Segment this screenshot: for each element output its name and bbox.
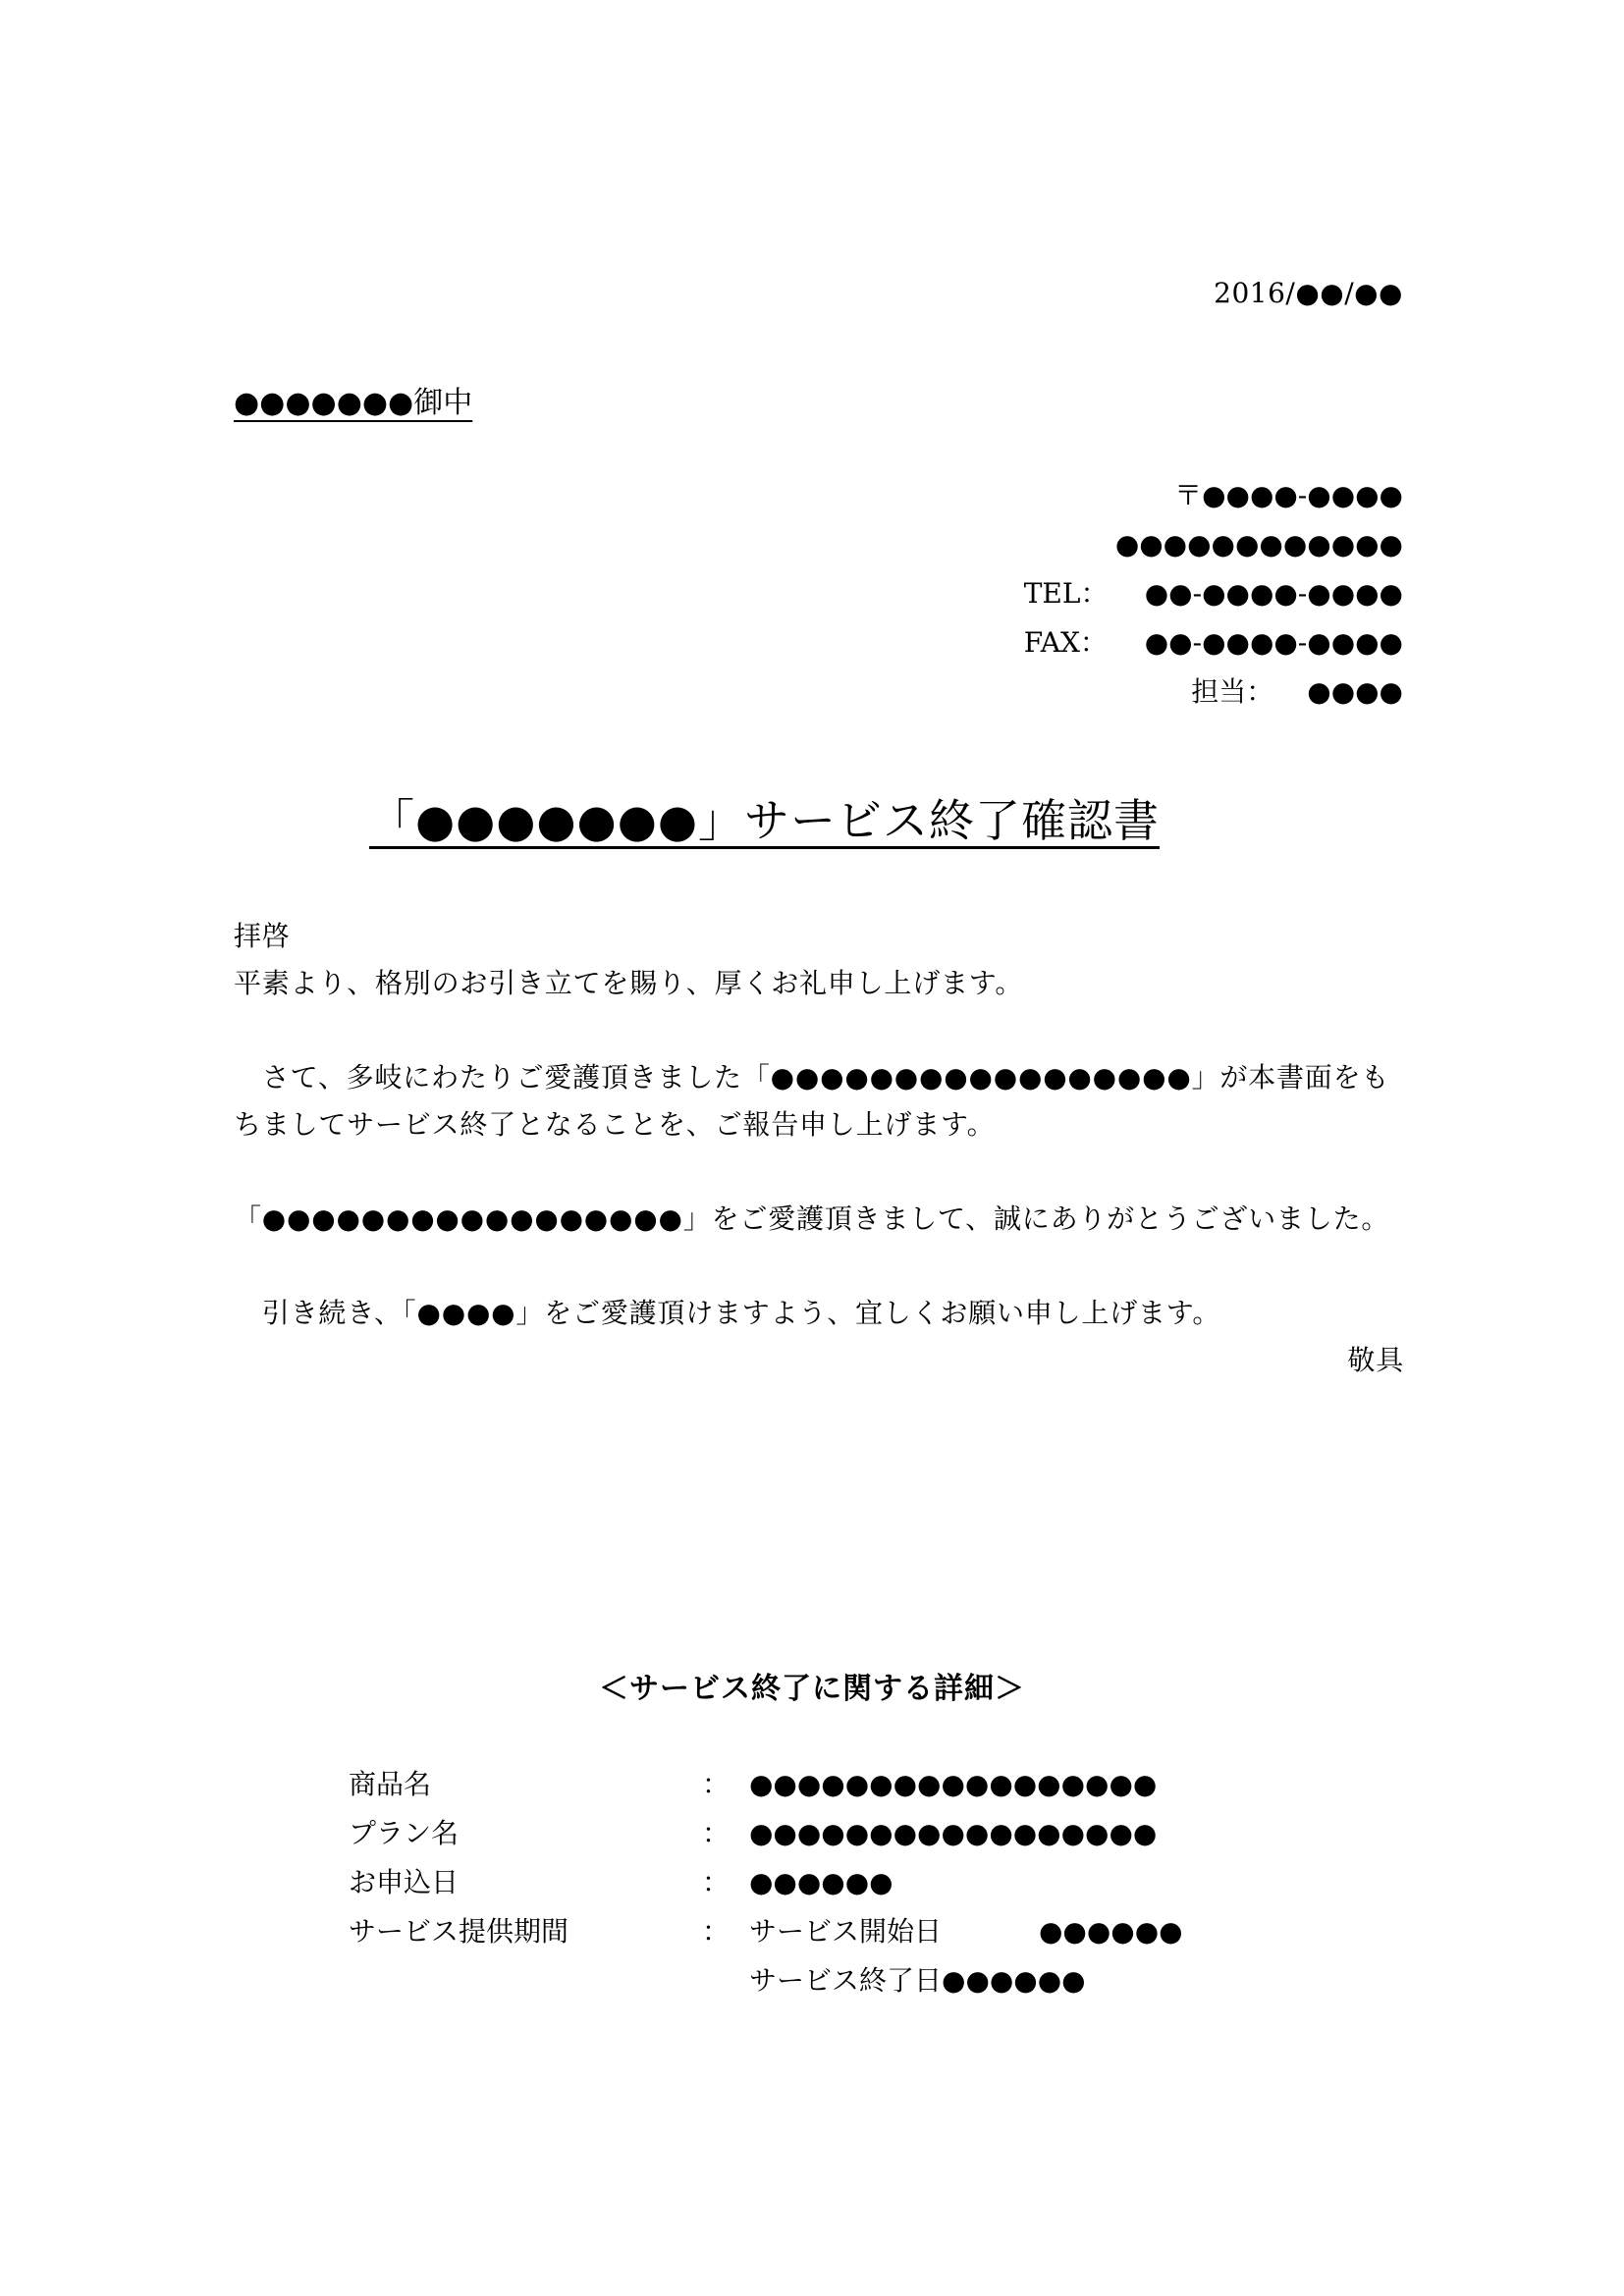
details-heading: ＜サービス終了に関する詳細＞ (599, 1672, 1025, 1706)
sender-postal: 〒●●●●-●●●● (1174, 479, 1403, 511)
paragraph-1: 平素より、格別のお引き立てを賜り、厚くお礼申し上げます。 (234, 967, 1024, 999)
sender-tel: ●●-●●●●-●●●● (1144, 577, 1403, 610)
details-row-apply-date (349, 1858, 1183, 1907)
details-row-period-end (349, 1956, 1183, 2005)
details-label: プラン名 (349, 1817, 460, 1849)
sender-fax-label: FAX： (1023, 626, 1108, 659)
sender-tanto-label: 担当： (1191, 675, 1274, 708)
details-colon: ： (702, 1817, 731, 1849)
service-start-value: ●●●●●● (1039, 1915, 1183, 1948)
sender-block (814, 471, 1403, 717)
letter-body (234, 913, 1404, 1384)
document-title: 「●●●●●●●」サービス終了確認書 (369, 794, 1160, 847)
details-row-period (349, 1907, 1183, 1956)
sender-tel-label: TEL： (1023, 577, 1109, 610)
recipient-name: ●●●●●●●御中 (234, 386, 473, 420)
service-end-value: ●●●●●● (942, 1964, 1086, 1997)
service-end-label: サービス終了日 (749, 1964, 943, 1997)
details-value: ●●●●●●●●●●●●●●●●● (749, 1817, 1158, 1849)
greeting: 拝啓 (234, 920, 291, 952)
details-table (349, 1760, 1183, 2005)
details-colon: ： (702, 1768, 731, 1800)
details-value: ●●●●●● (749, 1866, 893, 1898)
service-start-label: サービス開始日 (749, 1915, 943, 1948)
sender-tanto: ●●●● (1307, 675, 1403, 708)
details-value: ●●●●●●●●●●●●●●●●● (749, 1768, 1158, 1800)
details-value (749, 1956, 1086, 2005)
sender-address-row (814, 520, 1403, 569)
details-colon: ： (702, 1866, 731, 1898)
details-colon: ： (702, 1915, 731, 1948)
sender-fax: ●●-●●●●-●●●● (1144, 626, 1403, 659)
sender-fax-row (814, 618, 1403, 667)
closing: 敬具 (1347, 1344, 1404, 1376)
details-row-plan (349, 1809, 1183, 1858)
sender-address: ●●●●●●●●●●●● (1114, 528, 1403, 561)
sender-tel-row (814, 569, 1403, 618)
details-label: 商品名 (349, 1768, 432, 1800)
paragraph-4: 引き続き、「●●●●」をご愛護頂けますよう、宜しくお願い申し上げます。 (234, 1297, 1221, 1329)
details-label: サービス提供期間 (349, 1915, 569, 1948)
details-row-product (349, 1760, 1183, 1809)
details-label: お申込日 (349, 1866, 460, 1898)
details-value (749, 1907, 1183, 1956)
paragraph-2: さて、多岐にわたりご愛護頂きました「●●●●●●●●●●●●●●●●●」が本書面をもちましてサービス終了となることを、ご報告申し上げます。 (234, 1061, 1390, 1141)
paragraph-3: 「●●●●●●●●●●●●●●●●●」をご愛護頂きまして、誠にありがとうございました。 (234, 1202, 1390, 1235)
document-date: 2016/●●/●● (1214, 277, 1403, 309)
sender-tanto-row (814, 667, 1403, 717)
sender-postal-row (814, 471, 1403, 520)
